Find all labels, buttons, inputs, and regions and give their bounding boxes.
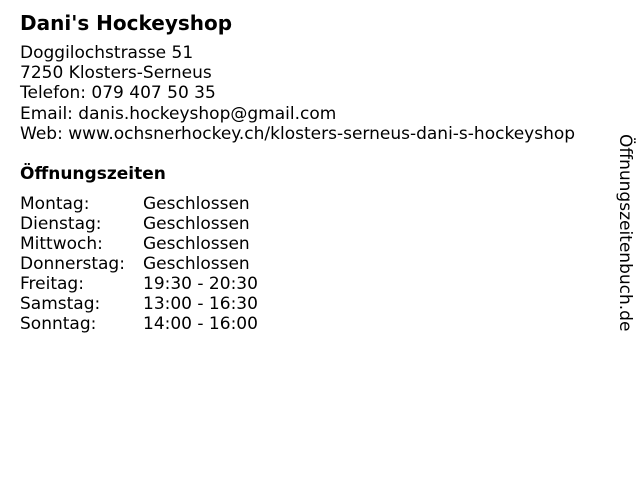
shop-title: Dani's Hockeyshop [20,11,233,35]
website-url: Web: www.ochsnerhockey.ch/klosters-serneus-dani-s-hockeyshop [20,123,576,144]
address-city: 7250 Klosters-Serneus [20,63,212,84]
phone-number: Telefon: 079 407 50 35 [20,83,216,104]
email-address: Email: danis.hockeyshop@gmail.com [20,103,337,124]
hours-row-thursday [20,254,258,274]
hours-row-sunday [20,314,258,334]
hours-time: 14:00 - 16:00 [143,314,258,334]
site-watermark: Öffnungszeitenbuch.de [615,134,635,332]
hours-row-friday [20,274,258,294]
hours-row-saturday [20,294,258,314]
hours-day: Donnerstag: [20,254,125,274]
hours-time: Geschlossen [143,234,250,254]
hours-time: 19:30 - 20:30 [143,274,258,294]
hours-day: Mittwoch: [20,234,103,254]
hours-time: Geschlossen [143,254,250,274]
opening-hours-heading: Öffnungszeiten [20,164,166,184]
hours-time: Geschlossen [143,214,250,234]
hours-time: Geschlossen [143,194,250,214]
hours-day: Montag: [20,194,90,214]
hours-row-wednesday [20,234,258,254]
hours-time: 13:00 - 16:30 [143,294,258,314]
address-street: Doggilochstrasse 51 [20,43,194,63]
hours-day: Dienstag: [20,214,102,234]
hours-day: Sonntag: [20,314,97,334]
hours-day: Freitag: [20,274,84,294]
hours-row-monday [20,194,258,214]
opening-hours-table [20,194,258,334]
contact-info [20,43,575,144]
hours-row-tuesday [20,214,258,234]
hours-day: Samstag: [20,294,101,314]
